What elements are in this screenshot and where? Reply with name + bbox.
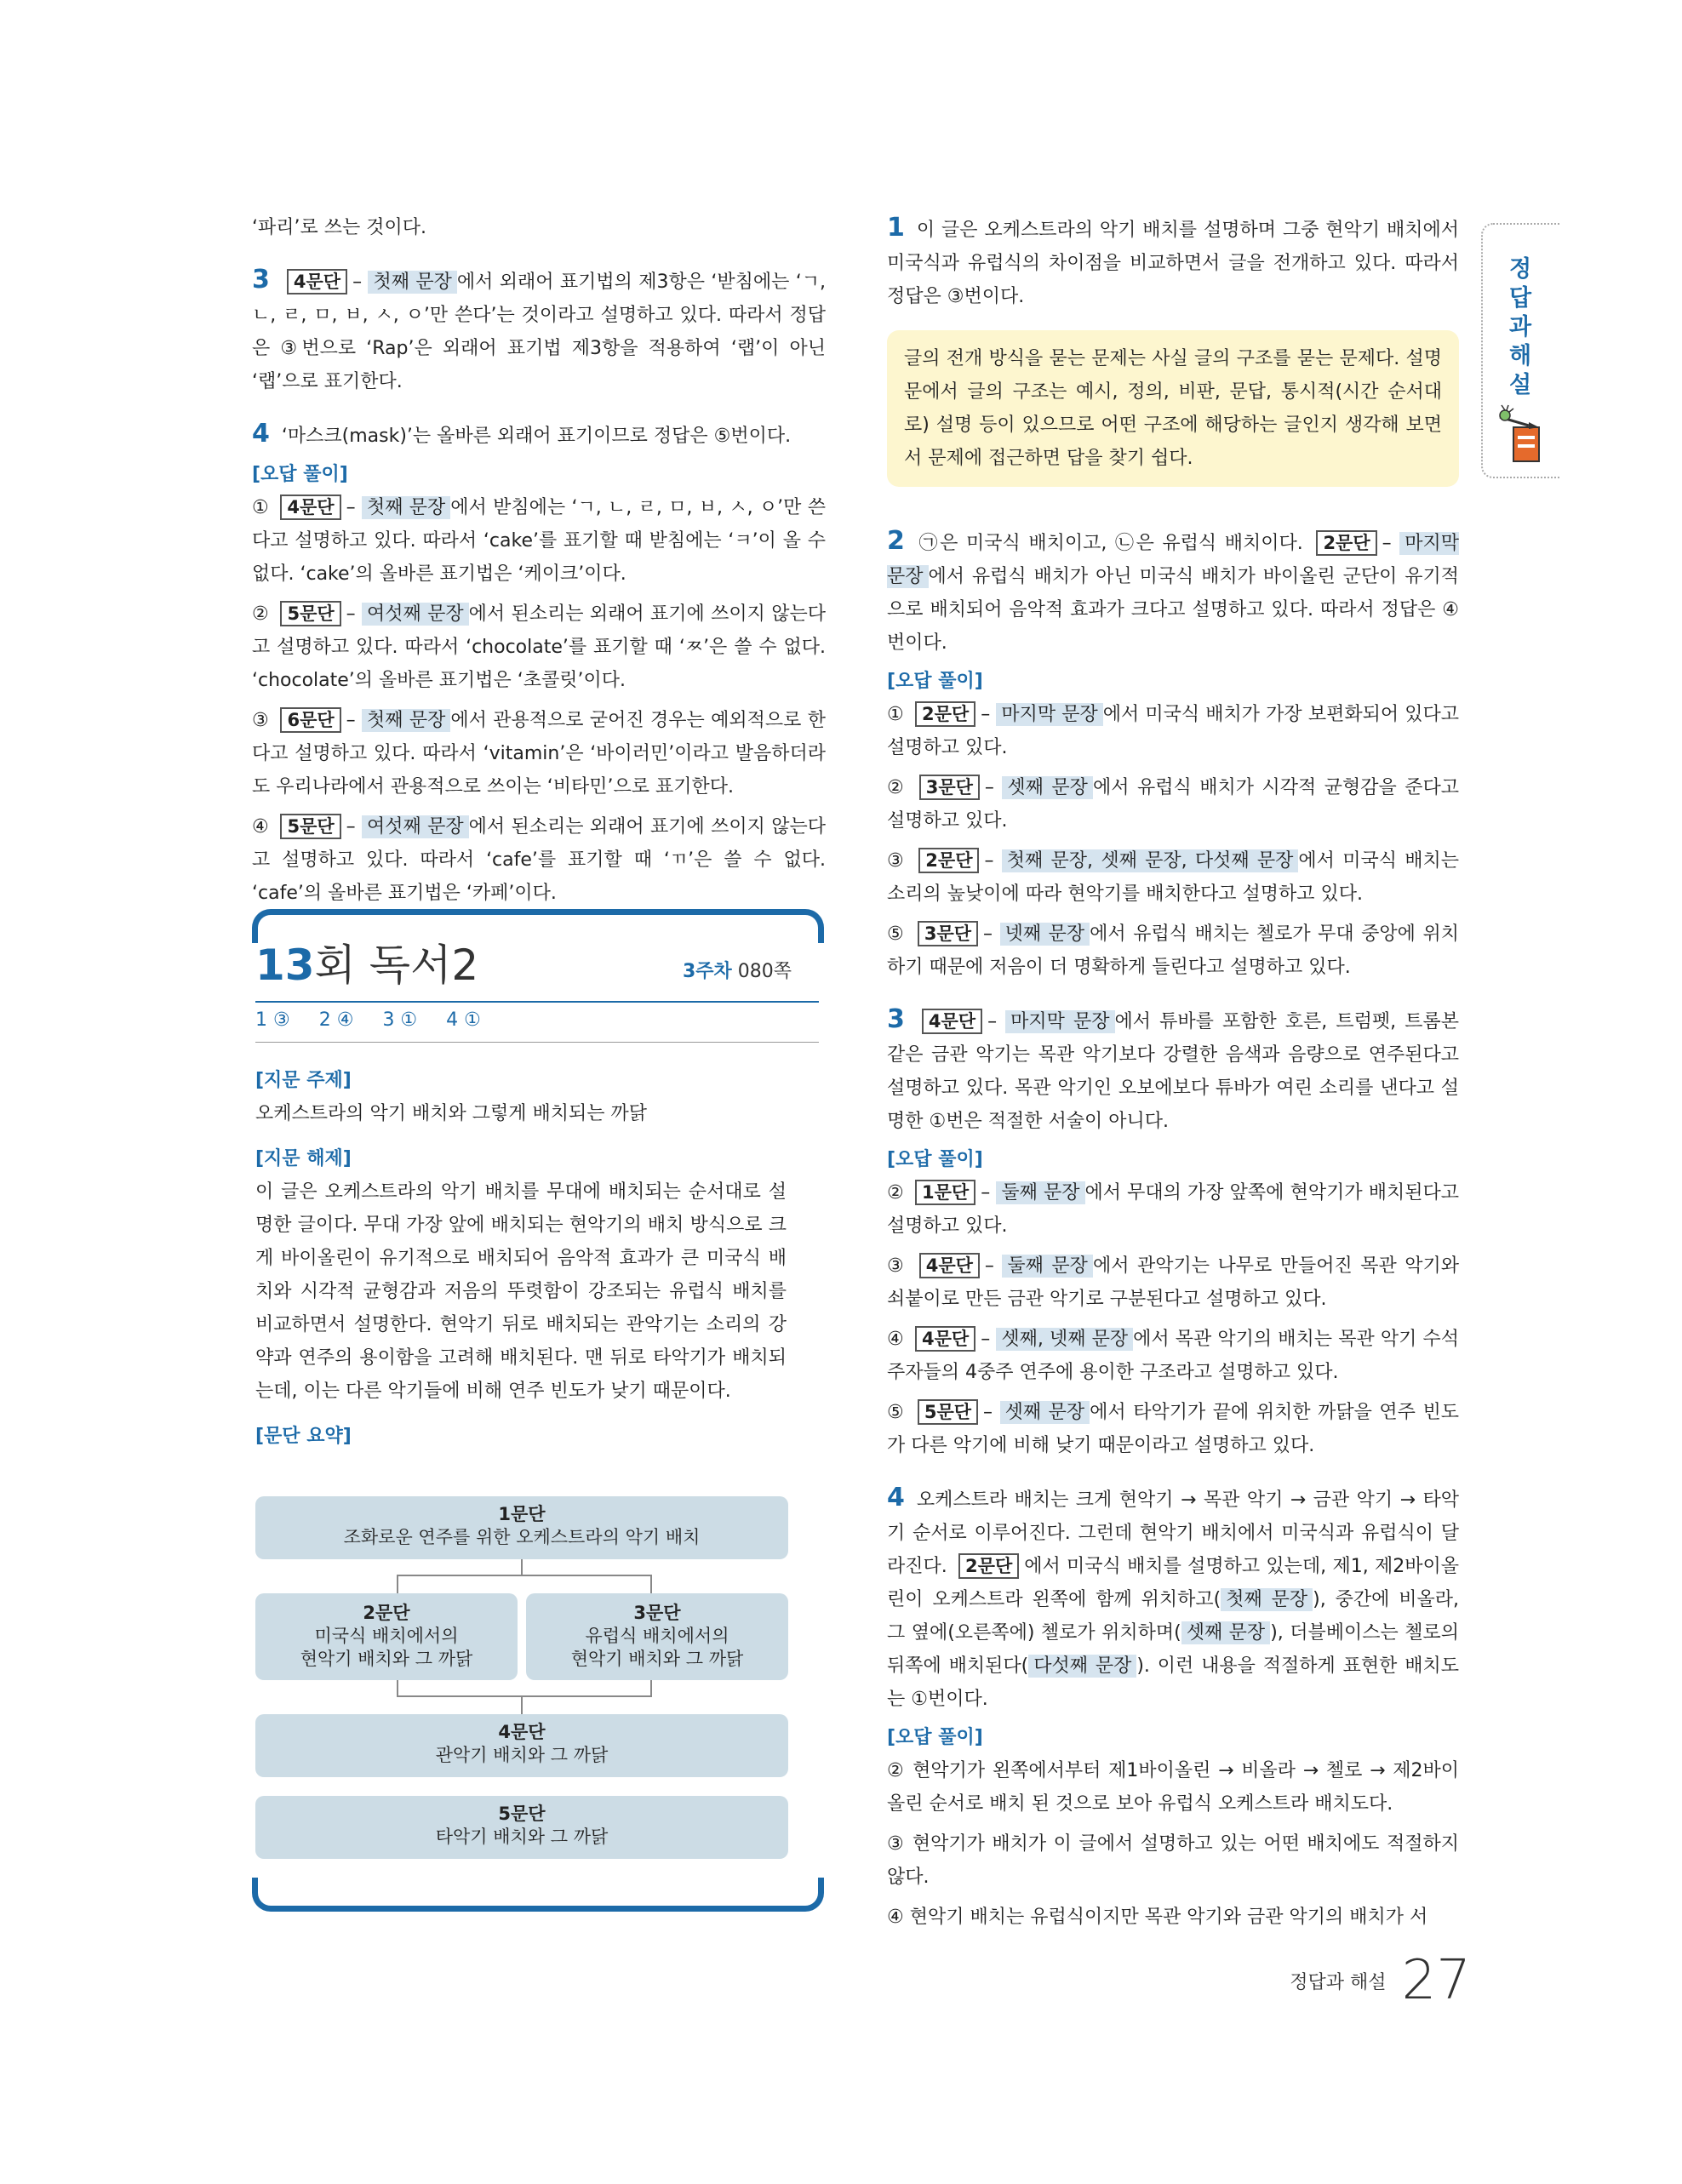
wrong-item: [887, 1901, 1459, 1934]
paragraph-tag: 2문단: [918, 848, 979, 873]
paragraph-summary-diagram: [255, 1496, 788, 1871]
sentence-highlight: 둘째 문장: [1002, 1255, 1093, 1278]
connector-line: [397, 1575, 652, 1576]
connector-line: [650, 1680, 652, 1697]
box-frame-top: [252, 909, 824, 943]
wrong-item: ④ 5문단 – 여섯째 문장 에서 된소리는 외래어 표기에 쓰이지 않는다고 설명하고 있다. 따라서 ‘cafe’를 표기할 때 ‘ㄲ’은 쓸 수 없다. ‘cafe’의 올바른 표기법은 ‘카페’이다.: [252, 810, 826, 910]
item-mark: ①: [252, 497, 270, 518]
question-number: 3: [252, 265, 270, 294]
answer-key: [255, 1009, 510, 1031]
wrong-item: ④ 4문단 – 셋째, 넷째 문장 에서 목관 악기의 배치는 목관 악기 수석 주자들의 4중주 연주에 용이한 구조라고 설명하고 있다.: [887, 1323, 1459, 1389]
right-column: [887, 211, 1459, 1934]
q3-explanation: [252, 263, 826, 398]
test-title: [255, 940, 478, 991]
q4-explanation: [252, 417, 826, 453]
wrong-item: [887, 1754, 1459, 1821]
sentence-highlight: 첫째 문장: [368, 271, 456, 294]
paragraph-tag: 3문단: [919, 775, 980, 800]
connector-line: [521, 1695, 523, 1714]
paragraph-tag: 4문단: [915, 1326, 975, 1352]
sentence-highlight: 셋째 문장: [1000, 1401, 1090, 1424]
item-mark: ②: [887, 777, 907, 798]
summary-box-title: 5문단: [498, 1804, 546, 1824]
item-text: 에서 유럽식 배치가 시각적 균형감을 준다고 설명하고 있다.: [887, 777, 1459, 832]
item-mark: ④: [887, 1907, 904, 1928]
summary-box-p4: [255, 1714, 788, 1777]
analysis-text: 이 글은 오케스트라의 악기 배치를 무대에 배치되는 순서대로 설명한 글이다. 무대 가장 앞에 배치되는 현악기의 배치 방식으로 크게 바이올린이 유기적으로 배치되어 음악적 효과가 큰 미국식 배치와 시각적 균형감과 저음의 뚜렷함이 강조되는 유럽식 배치를 비교하면서 설명한다. 현악기 뒤로 배치되는 관악기는 소리의 강약과 연주의 용이함을 고려해 배치된다. 맨 뒤로 타악기가 배치되는데, 이는 다른 악기들에 비해 연주 빈도가 낮기 때문이다.: [255, 1181, 787, 1402]
q3-explanation: 3 4문단 – 마지막 문장 에서 튜바를 포함한 호른, 트럼펫, 트롬본 같은 금관 악기는 목관 악기보다 강렬한 음색과 음량으로 연주된다고 설명하고 있다. 목관 악기인 오보에보다 튜바가 여린 소리를 낸다고 설명한 ①번은 적절한 서술이 아니다.: [887, 1004, 1459, 1132]
answer-item: 4 ①: [446, 1009, 481, 1031]
sentence-highlight: 둘째 문장: [996, 1181, 1084, 1204]
q2-explanation: 2 ㉠은 미국식 배치이고, ㉡은 유럽식 배치이다. 2문단 – 마지막 문장 에서 유럽식 배치가 아닌 미국식 배치가 바이올린 군단이 유기적으로 배치되어 음악적 효과가 크다고 설명하고 있다. 따라서 정답은 ④번이다.: [887, 526, 1460, 654]
item-text: 현악기가 왼쪽에서부터 제1바이올린 → 비올라 → 첼로 → 제2바이올린 순서로 배치 된 것으로 보아 유럽식 오케스트라 배치도다.: [887, 1760, 1459, 1815]
page-number: 27: [1401, 1949, 1471, 2012]
side-tab-label: 정답과해설: [1508, 256, 1532, 398]
item-mark: ③: [887, 1833, 906, 1855]
connector-line: [397, 1680, 398, 1697]
item-text: 에서 관악기는 나무로 만들어진 목관 악기와 쇠붙이로 만든 금관 악기로 구분된다고 설명하고 있다.: [887, 1255, 1459, 1310]
wrong-item: ② 3문단 – 셋째 문장 에서 유럽식 배치가 시각적 균형감을 준다고 설명하고 있다.: [887, 771, 1459, 838]
wrong-item: ⑤ 5문단 – 셋째 문장 에서 타악기가 끝에 위치한 까닭을 연주 빈도가 다른 악기에 비해 낮기 때문이라고 설명하고 있다.: [887, 1396, 1459, 1462]
paragraph-tag: 2문단: [1316, 530, 1376, 556]
item-mark: ③: [887, 1255, 907, 1277]
test-hoe: 회: [314, 940, 356, 990]
q4-text: ). 이런 내용을 적절하게 표현한 배치도는 ①번이다.: [887, 1655, 1459, 1710]
summary-box-text: 현악기 배치와 그 까닭: [570, 1649, 744, 1669]
test-box-body: [255, 1059, 787, 1453]
summary-box-title: 1문단: [498, 1504, 546, 1524]
page-footer: [1250, 1949, 1471, 2012]
sentence-highlight: 셋째 문장: [1181, 1621, 1270, 1644]
wrong-answer-heading: [오답 풀이]: [887, 1149, 983, 1170]
paragraph-tag: 2문단: [915, 701, 975, 727]
test-answer-box: [252, 909, 824, 1912]
title-divider: [255, 1001, 819, 1003]
paragraph-tag: 4문단: [919, 1253, 980, 1278]
item-text: 에서 무대의 가장 앞쪽에 현악기가 배치된다고 설명하고 있다.: [887, 1182, 1459, 1237]
item-text: 에서 미국식 배치는 소리의 높낮이에 따라 현악기를 배치한다고 설명하고 있다.: [887, 850, 1459, 905]
summary-box-text: 관악기 배치와 그 까닭: [435, 1745, 609, 1765]
summary-box-text: 유럽식 배치에서의: [585, 1626, 729, 1646]
left-column: [252, 211, 826, 910]
summary-heading: [문단 요약]: [255, 1426, 352, 1447]
intro-text: ‘파리’로 쓰는 것이다.: [252, 217, 426, 238]
wrong-item: ⑤ 3문단 – 넷째 문장 에서 유럽식 배치는 첼로가 무대 중앙에 위치하기 때문에 저음이 더 명확하게 들린다고 설명하고 있다.: [887, 918, 1459, 984]
wrong-item: ③ 2문단 – 첫째 문장, 셋째 문장, 다섯째 문장 에서 미국식 배치는 소리의 높낮이에 따라 현악기를 배치한다고 설명하고 있다.: [887, 844, 1459, 911]
item-text: 에서 미국식 배치가 가장 보편화되어 있다고 설명하고 있다.: [887, 704, 1459, 758]
summary-box-title: 4문단: [498, 1722, 546, 1742]
item-mark: ④: [252, 816, 270, 838]
summary-box-title: 3문단: [633, 1603, 681, 1623]
summary-box-text: 타악기 배치와 그 까닭: [435, 1827, 609, 1847]
section-side-tab: [1481, 223, 1559, 478]
item-mark: ①: [887, 704, 904, 725]
answer-item: 1 ③: [255, 1009, 290, 1031]
q4-text: ), 중간에 비올라, 그 옆에(오른쪽에) 첼로가 위치하며(: [887, 1589, 1459, 1644]
q3-text: 에서 튜바를 포함한 호른, 트럼펫, 트롬본 같은 금관 악기는 목관 악기보다 강렬한 음색과 음량으로 연주된다고 설명하고 있다. 목관 악기인 오보에보다 튜바가 여린 소리를 낸다고 설명한 ①번은 적절한 서술이 아니다.: [887, 1011, 1459, 1132]
week-label: 3주차: [682, 961, 732, 982]
sentence-highlight: 셋째, 넷째 문장: [996, 1328, 1133, 1351]
q1-explanation: [887, 211, 1459, 313]
wrong-item: [887, 1827, 1459, 1894]
q4-text: ‘마스크(mask)’는 올바른 외래어 표기이므로 정답은 ⑤번이다.: [281, 426, 792, 447]
summary-box-p3: [526, 1593, 788, 1680]
q4-text: 오케스트라 배치는 크게 현악기 → 목관 악기 → 금관 악기 → 타악기 순서로 이루어진다. 그런데 현악기 배치에서 미국식과 유럽식이 달라진다.: [887, 1489, 1459, 1577]
wrong-item: ② 1문단 – 둘째 문장 에서 무대의 가장 앞쪽에 현악기가 배치된다고 설명하고 있다.: [887, 1176, 1459, 1243]
wrong-item: ① 2문단 – 마지막 문장 에서 미국식 배치가 가장 보편화되어 있다고 설명하고 있다.: [887, 698, 1459, 764]
summary-box-p2: [255, 1593, 518, 1680]
question-number: 1: [887, 213, 905, 243]
connector-line: [397, 1695, 652, 1697]
paragraph-tag: 2문단: [958, 1553, 1019, 1579]
paragraph-tag: 4문단: [287, 269, 347, 294]
item-text: 현악기가 배치가 이 글에서 설명하고 있는 어떤 배치에도 적절하지 않다.: [887, 1833, 1459, 1888]
item-text: 현악기 배치는 유럽식이지만 목관 악기와 금관 악기의 배치가 서: [909, 1907, 1428, 1928]
summary-box-title: 2문단: [363, 1603, 410, 1623]
answer-item: 2 ④: [318, 1009, 354, 1031]
paragraph-tag: 5문단: [280, 601, 340, 626]
answer-divider: [255, 1042, 819, 1043]
paragraph-tag: 5문단: [918, 1399, 978, 1425]
q2-text: 에서 유럽식 배치가 아닌 미국식 배치가 바이올린 군단이 유기적으로 배치되어 음악적 효과가 크다고 설명하고 있다. 따라서 정답은 ④번이다.: [887, 566, 1459, 654]
sentence-highlight: 마지막 문장: [996, 703, 1102, 726]
item-text: 에서 관용적으로 굳어진 경우는 예외적으로 한다고 설명하고 있다. 따라서 ‘vitamin’은 ‘바이러민’이라고 발음하더라도 우리나라에서 관용적으로 쓰이는 ‘비타민’으로 표기한다.: [252, 710, 826, 798]
item-mark: ⑤: [887, 1402, 906, 1423]
q4-explanation: [887, 1481, 1459, 1716]
q4-text: 에서 미국식 배치를 설명하고 있는데, 제1, 제2바이올린이 오케스트라 왼쪽에 함께 위치하고(: [887, 1556, 1459, 1610]
paragraph-tag: 4문단: [922, 1009, 982, 1034]
summary-box-text: 미국식 배치에서의: [314, 1626, 459, 1646]
page-reference: [683, 957, 792, 983]
item-mark: ②: [887, 1760, 906, 1781]
sentence-highlight: 셋째 문장: [1002, 776, 1093, 799]
answer-item: 3 ①: [382, 1009, 418, 1031]
paragraph-tag: 3문단: [918, 921, 978, 946]
wrong-item: ③ 6문단 – 첫째 문장 에서 관용적으로 굳어진 경우는 예외적으로 한다고 설명하고 있다. 따라서 ‘vitamin’은 ‘바이러민’이라고 발음하더라도 우리나라에서 관용적으로 쓰이는 ‘비타민’으로 표기한다.: [252, 704, 826, 803]
summary-box-text: 조화로운 연주를 위한 오케스트라의 악기 배치: [343, 1527, 701, 1547]
question-number: 2: [887, 526, 905, 556]
connector-line: [650, 1575, 652, 1593]
topic-heading: [지문 주제]: [255, 1070, 352, 1091]
item-text: 에서 유럽식 배치는 첼로가 무대 중앙에 위치하기 때문에 저음이 더 명확하게 들린다고 설명하고 있다.: [887, 923, 1459, 978]
wrong-answer-heading: [오답 풀이]: [887, 1727, 983, 1748]
paragraph-tag: 4문단: [280, 495, 340, 520]
sentence-highlight: 마지막 문장: [887, 533, 1460, 587]
box-frame-bottom: [252, 1878, 824, 1912]
connector-line: [521, 1559, 523, 1575]
paragraph-tag: 1문단: [915, 1180, 975, 1205]
item-mark: ⑤: [887, 923, 906, 945]
question-number: 4: [887, 1483, 905, 1512]
wrong-answer-heading: [오답 풀이]: [252, 464, 348, 485]
item-mark: ②: [252, 603, 270, 625]
paragraph-tag: 6문단: [280, 707, 340, 733]
question-number: 4: [252, 419, 270, 449]
box-frame-gap: [815, 957, 827, 1855]
item-mark: ③: [887, 850, 907, 872]
wrong-answer-heading: [오답 풀이]: [887, 671, 983, 692]
item-text: 에서 받침에는 ‘ㄱ, ㄴ, ㄹ, ㅁ, ㅂ, ㅅ, ㅇ’만 쓴다고 설명하고 있다. 따라서 ‘cake’를 표기할 때 받침에는 ‘ㅋ’이 올 수 없다. ‘cake’의 올바른 표기법은 ‘케이크’이다.: [252, 497, 826, 585]
topic-text: 오케스트라의 악기 배치와 그렇게 배치되는 까닭: [255, 1103, 648, 1124]
page-ref-label: 080쪽: [737, 961, 792, 982]
sentence-highlight: 여섯째 문장: [362, 815, 469, 838]
sentence-highlight: 마지막 문장: [1005, 1010, 1114, 1033]
q2-pre-text: ㉠은 미국식 배치이고, ㉡은 유럽식 배치이다.: [916, 533, 1303, 554]
item-text: 에서 된소리는 외래어 표기에 쓰이지 않는다고 설명하고 있다. 따라서 ‘cafe’를 표기할 때 ‘ㄲ’은 쓸 수 없다. ‘cafe’의 올바른 표기법은 ‘카페’이다.: [252, 816, 826, 904]
paragraph-tag: 5문단: [280, 814, 340, 839]
item-text: 에서 타악기가 끝에 위치한 까닭을 연주 빈도가 다른 악기에 비해 낮기 때문이라고 설명하고 있다.: [887, 1402, 1459, 1456]
sentence-highlight: 첫째 문장: [362, 496, 450, 519]
summary-box-p1: [255, 1496, 788, 1559]
summary-box-p5: [255, 1796, 788, 1859]
dash: –: [352, 272, 363, 293]
test-subject: 독서2: [355, 940, 479, 990]
item-text: 에서 된소리는 외래어 표기에 쓰이지 않는다고 설명하고 있다. 따라서 ‘chocolate’를 표기할 때 ‘ㅉ’은 쓸 수 없다. ‘chocolate’의 올바른 표기법은 ‘초콜릿’이다.: [252, 603, 826, 691]
sentence-highlight: 첫째 문장: [1221, 1588, 1313, 1611]
q1-text: 이 글은 오케스트라의 악기 배치를 설명하며 그중 현악기 배치에서 미국식과 유럽식의 차이점을 비교하면서 글을 전개하고 있다. 따라서 정답은 ③번이다.: [887, 220, 1459, 307]
wrong-item: ② 5문단 – 여섯째 문장 에서 된소리는 외래어 표기에 쓰이지 않는다고 설명하고 있다. 따라서 ‘chocolate’를 표기할 때 ‘ㅉ’은 쓸 수 없다. ‘chocolate’의 올바른 표기법은 ‘초콜릿’이다.: [252, 597, 826, 697]
item-mark: ④: [887, 1329, 904, 1350]
sentence-highlight: 첫째 문장, 셋째 문장, 다섯째 문장: [1002, 849, 1299, 872]
q3-text: 에서 외래어 표기법의 제3항은 ‘받침에는 ‘ㄱ, ㄴ, ㄹ, ㅁ, ㅂ, ㅅ, ㅇ’만 쓴다’는 것이라고 설명하고 있다. 따라서 정답은 ③번으로 ‘Rap’은 외래어 표기법 제3항을 적용하여 ‘랩’이 아닌 ‘랩’으로 표기한다.: [252, 272, 826, 392]
test-number: 13: [255, 940, 315, 990]
item-mark: ③: [252, 710, 270, 731]
pencil-book-icon: [1495, 402, 1546, 472]
q4-text: ), 더블베이스는 첼로의 뒤쪽에 배치된다(: [887, 1622, 1459, 1677]
analysis-heading: [지문 해제]: [255, 1148, 352, 1169]
sentence-highlight: 넷째 문장: [1000, 923, 1090, 946]
tip-box: 글의 전개 방식을 묻는 문제는 사실 글의 구조를 묻는 문제다. 설명문에서 글의 구조는 예시, 정의, 비판, 문답, 통시적(시간 순서대로) 설명 등이 있으므로 어떤 구조에 해당하는 글인지 생각해 보면서 문제에 접근하면 답을 찾기 쉽다.: [887, 330, 1459, 487]
item-text: 에서 목관 악기의 배치는 목관 악기 수석 주자들의 4중주 연주에 용이한 구조라고 설명하고 있다.: [887, 1329, 1459, 1383]
wrong-item: ③ 4문단 – 둘째 문장 에서 관악기는 나무로 만들어진 목관 악기와 쇠붙이로 만든 금관 악기로 구분된다고 설명하고 있다.: [887, 1249, 1459, 1316]
sentence-highlight: 다섯째 문장: [1028, 1655, 1136, 1678]
summary-box-text: 현악기 배치와 그 까닭: [300, 1649, 473, 1669]
sentence-highlight: 여섯째 문장: [362, 603, 469, 626]
question-number: 3: [887, 1004, 905, 1034]
footer-label: 정답과 해설: [1290, 1971, 1387, 1993]
wrong-item: ① 4문단 – 첫째 문장 에서 받침에는 ‘ㄱ, ㄴ, ㄹ, ㅁ, ㅂ, ㅅ, ㅇ’만 쓴다고 설명하고 있다. 따라서 ‘cake’를 표기할 때 받침에는 ‘ㅋ’이 올 수 없다. ‘cake’의 올바른 표기법은 ‘케이크’이다.: [252, 491, 826, 591]
item-mark: ②: [887, 1182, 904, 1203]
sentence-highlight: 첫째 문장: [362, 709, 450, 732]
connector-line: [397, 1575, 398, 1593]
